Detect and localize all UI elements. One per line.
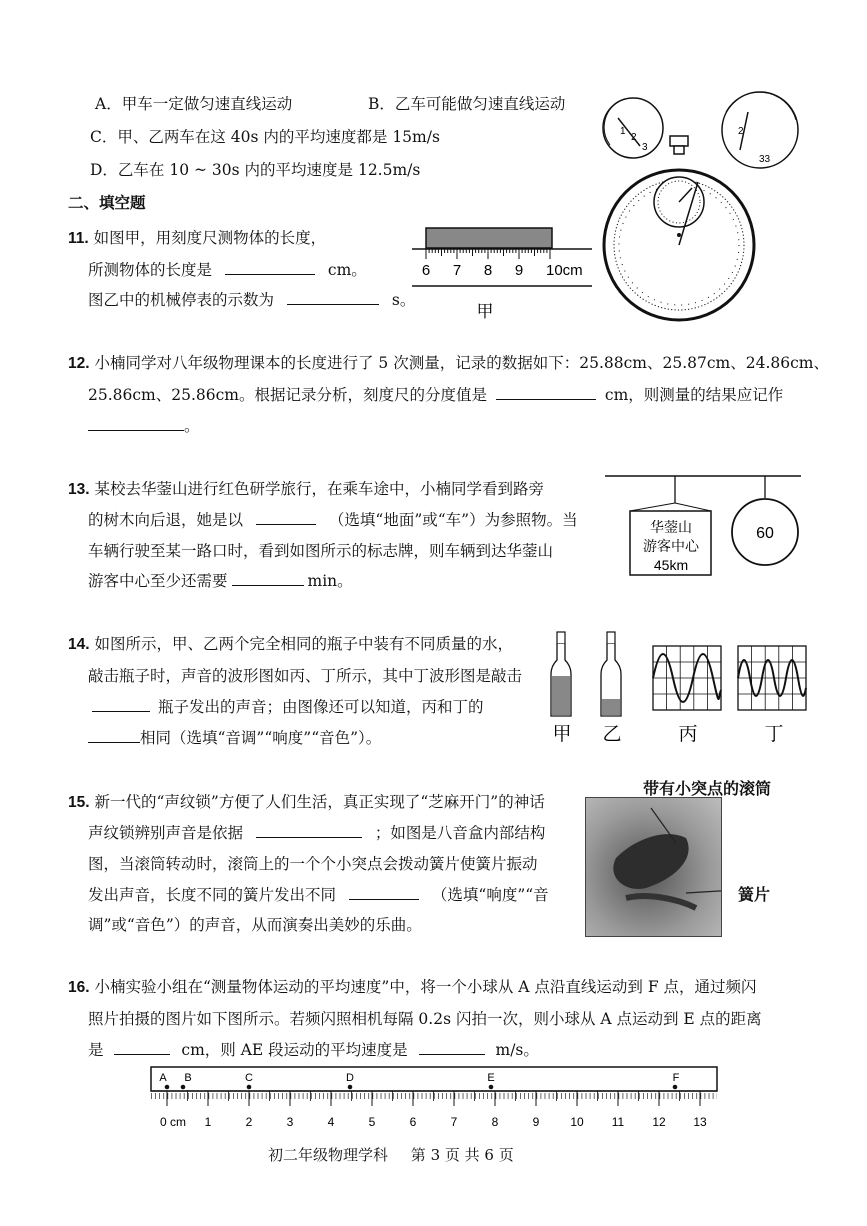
q11-blank-stopwatch[interactable]	[287, 290, 379, 305]
strobe-track	[151, 1067, 717, 1091]
footer-subject: 初二年级物理学科	[268, 1146, 389, 1164]
svg-text:4: 4	[327, 1115, 335, 1129]
q15-line1: 15. 新一代的“声纹锁”方便了人们生活，真正实现了“芝麻开门”的神话	[68, 793, 545, 811]
svg-text:5: 5	[368, 1115, 376, 1129]
music-box-drawing	[586, 798, 721, 936]
measured-object	[426, 228, 552, 248]
q14-blank-bottle[interactable]	[92, 697, 150, 712]
point-c: C	[245, 1072, 253, 1084]
point-b: B	[184, 1072, 192, 1084]
svg-text:33: 33	[759, 154, 771, 165]
bottle-yi	[601, 632, 621, 716]
q12-line1: 12. 小楠同学对八年级物理课本的长度进行了 5 次测量，记录的数据如下：25.88cm、25.87cm、24.86cm、	[68, 354, 829, 372]
label-bing: 丙	[678, 724, 698, 745]
q14-line4: 相同（选填“音调”“响度”“音色”）。	[88, 726, 381, 748]
waveform-bing	[653, 646, 721, 710]
q13-line1: 13. 某校去华蓥山进行红色研学旅行，在乘车途中，小楠同学看到路旁	[68, 480, 545, 498]
bottles-waveforms-figure	[548, 628, 818, 748]
svg-text:3: 3	[286, 1115, 294, 1129]
q11-line2: 所测物体的长度是 cm。	[88, 261, 367, 279]
svg-text:6: 6	[409, 1115, 417, 1129]
q14-line1: 14. 如图所示，甲、乙两个完全相同的瓶子中装有不同质量的水，	[68, 635, 514, 653]
q16-blank-speed[interactable]	[419, 1040, 485, 1055]
svg-text:13: 13	[693, 1115, 707, 1129]
svg-text:11: 11	[611, 1115, 625, 1129]
strobe-ruler-figure	[145, 1064, 725, 1136]
q11-line3: 图乙中的机械停表的示数为 s。	[88, 291, 416, 309]
ruler-caption: 甲	[476, 302, 494, 321]
ruler-figure-jia	[412, 222, 597, 322]
svg-text:华蓥山: 华蓥山	[650, 519, 692, 535]
footer-page: 第 3 页 共 6 页	[410, 1146, 514, 1164]
q13-blank-time[interactable]	[232, 571, 304, 586]
point-f: F	[672, 1072, 680, 1084]
q16-line2: 照片拍摄的图片如下图所示。若频闪照相机每隔 0.2s 闪拍一次，则小球从 A 点运动到 E 点的距离	[88, 1010, 762, 1028]
q13-line2: 的树木向后退，她是以 （选填“地面”或“车”）为参照物。当	[88, 511, 578, 529]
q16-line1: 16. 小楠实验小组在“测量物体运动的平均速度”中，将一个小球从 A 点沿直线运动到 F 点，通过频闪	[68, 978, 757, 996]
ruler-tick-8: 8	[483, 262, 493, 279]
q10-option-a: A．甲车一定做匀速直线运动	[95, 95, 293, 113]
q10-option-c: C．甲、乙两车在这 40s 内的平均速度都是 15m/s	[90, 128, 440, 146]
q16-number: 16.	[68, 979, 90, 996]
q15-line3: 图，当滚筒转动时，滚筒上的一个个小突点会拨动簧片使簧片振动	[88, 855, 538, 873]
q12-number: 12.	[68, 355, 90, 372]
stopwatch-crown	[670, 136, 688, 146]
svg-text:60: 60	[756, 525, 774, 542]
scale-label-0: 0 cm	[159, 1115, 187, 1129]
q16-line3: 是 cm，则 AE 段运动的平均速度是 m/s。	[88, 1041, 539, 1059]
point-e: E	[487, 1072, 495, 1084]
q13-line4: 游客中心至少还需要 min。	[88, 572, 353, 590]
q15-line5: 调”或“音色”）的声音，从而演奏出美妙的乐曲。	[88, 916, 422, 934]
ruler-tick-7: 7	[452, 262, 462, 279]
q13-number: 13.	[68, 481, 90, 498]
svg-text:8: 8	[491, 1115, 499, 1129]
q15-number: 15.	[68, 794, 90, 811]
svg-text:10: 10	[570, 1115, 584, 1129]
q14-blank-property[interactable]	[88, 728, 140, 743]
q14-number: 14.	[68, 636, 90, 653]
stopwatch-figure	[598, 90, 818, 335]
q15-blank-property[interactable]	[349, 885, 419, 900]
q15-line4: 发出声音，长度不同的簧片发出不同 （选填“响度”“音	[88, 886, 549, 904]
svg-text:2: 2	[631, 132, 637, 143]
q14-line3: 瓶子发出的声音；由图像还可以知道，丙和丁的	[92, 695, 484, 717]
q16-blank-distance[interactable]	[114, 1040, 170, 1055]
q15-blank-basis[interactable]	[256, 823, 362, 838]
svg-text:3: 3	[642, 142, 648, 153]
point-d: D	[346, 1072, 354, 1084]
q12-line3: 。	[88, 414, 200, 436]
q15-line2: 声纹锁辨别声音是依据 ；如图是八音盒内部结构	[88, 824, 546, 842]
photo-label-reed: 簧片	[738, 887, 771, 904]
music-box-photo	[585, 797, 722, 937]
q11-blank-length[interactable]	[225, 260, 315, 275]
svg-text:7: 7	[450, 1115, 458, 1129]
label-ding: 丁	[764, 724, 784, 745]
q11-line1: 11. 如图甲，用刻度尺测物体的长度，	[68, 229, 327, 247]
waveform-ding	[738, 646, 806, 710]
q10-option-d: D．乙车在 10 ~ 30s 内的平均速度是 12.5m/s	[90, 161, 421, 179]
ruler-tick-10: 10cm	[546, 262, 583, 279]
bottle-jia	[551, 632, 571, 716]
road-sign-figure	[605, 470, 805, 585]
ruler-tick-9: 9	[514, 262, 524, 279]
svg-text:1: 1	[620, 126, 626, 137]
section-title: 二、填空题	[68, 193, 146, 212]
q11-number: 11.	[68, 230, 89, 247]
svg-text:游客中心: 游客中心	[643, 538, 699, 554]
svg-text:1: 1	[204, 1115, 212, 1129]
point-a: A	[159, 1072, 167, 1084]
svg-text:2: 2	[245, 1115, 253, 1129]
svg-text:2: 2	[738, 126, 744, 137]
photo-label-drum: 带有小突点的滚筒	[643, 781, 772, 798]
label-jia: 甲	[552, 724, 572, 745]
label-yi: 乙	[602, 724, 622, 745]
q13-line3: 车辆行驶至某一路口时，看到如图所示的标志牌，则车辆到达华蓥山	[88, 542, 554, 560]
q10-option-b: B．乙车可能做匀速直线运动	[368, 95, 566, 113]
q12-blank-result[interactable]	[88, 416, 184, 431]
q14-line2: 敲击瓶子时，声音的波形图如丙、丁所示，其中丁波形图是敲击	[88, 667, 523, 685]
footer	[268, 1144, 514, 1165]
ruler-tick-6: 6	[421, 262, 431, 279]
svg-text:12: 12	[652, 1115, 666, 1129]
q13-blank-reference[interactable]	[256, 510, 316, 525]
svg-text:45km: 45km	[653, 557, 689, 573]
svg-text:9: 9	[532, 1115, 540, 1129]
q12-line2: 25.86cm、25.86cm。根据记录分析，刻度尺的分度值是 cm，则测量的结果应记作	[88, 386, 784, 404]
q12-blank-division[interactable]	[496, 385, 596, 400]
